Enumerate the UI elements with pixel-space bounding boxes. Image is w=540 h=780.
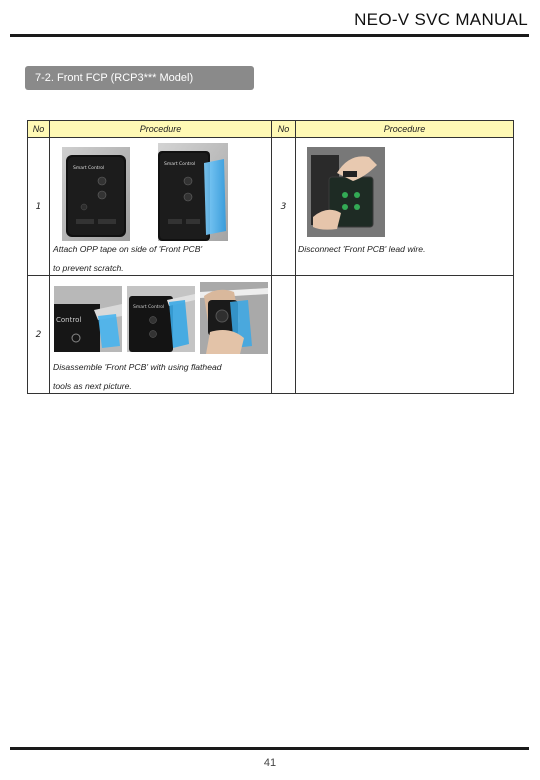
caption-line: to prevent scratch. bbox=[53, 263, 124, 273]
caption-line: Disconnect 'Front PCB' lead wire. bbox=[298, 244, 426, 254]
photo-label: Control bbox=[56, 316, 82, 324]
step-2-caption bbox=[53, 358, 222, 396]
step-1-photo-b bbox=[158, 143, 228, 241]
column-header-procedure: Procedure bbox=[50, 121, 272, 138]
page-number: 41 bbox=[263, 757, 277, 769]
step-number: 2 bbox=[28, 276, 50, 394]
column-header-procedure: Procedure bbox=[296, 121, 514, 138]
footer-divider bbox=[10, 747, 529, 750]
step-number: 3 bbox=[272, 138, 296, 276]
section-title: 7-2. Front FCP (RCP3*** Model) bbox=[25, 66, 254, 90]
photo-label: Smart Control bbox=[73, 166, 105, 171]
step-number: 1 bbox=[28, 138, 50, 276]
table-row bbox=[28, 138, 514, 276]
header-divider bbox=[10, 34, 529, 37]
column-header-no: No bbox=[272, 121, 296, 138]
step-1-procedure bbox=[50, 138, 272, 276]
caption-line: Attach OPP tape on side of 'Front PCB' bbox=[53, 244, 203, 254]
caption-line: tools as next picture. bbox=[53, 381, 132, 391]
table-row bbox=[28, 276, 514, 394]
step-2-procedure bbox=[50, 276, 272, 394]
step-2-photo-b bbox=[127, 286, 195, 352]
empty-procedure-cell bbox=[296, 276, 514, 394]
table-header-row bbox=[28, 121, 514, 138]
photo-label: Smart Control bbox=[164, 162, 196, 167]
step-2-photo-a bbox=[54, 286, 122, 352]
step-2-photo-c bbox=[200, 282, 268, 354]
step-3-caption bbox=[298, 240, 425, 259]
column-header-no: No bbox=[28, 121, 50, 138]
step-3-photo bbox=[307, 147, 385, 237]
photo-label: Smart Control bbox=[133, 305, 165, 310]
caption-line: Disassemble 'Front PCB' with using flathead bbox=[53, 362, 222, 372]
procedure-table bbox=[27, 120, 514, 394]
step-1-caption bbox=[53, 240, 202, 278]
manual-title: NEO-V SVC MANUAL bbox=[354, 10, 528, 29]
step-1-photo-a bbox=[62, 147, 130, 241]
step-3-procedure bbox=[296, 138, 514, 276]
empty-no-cell bbox=[272, 276, 296, 394]
